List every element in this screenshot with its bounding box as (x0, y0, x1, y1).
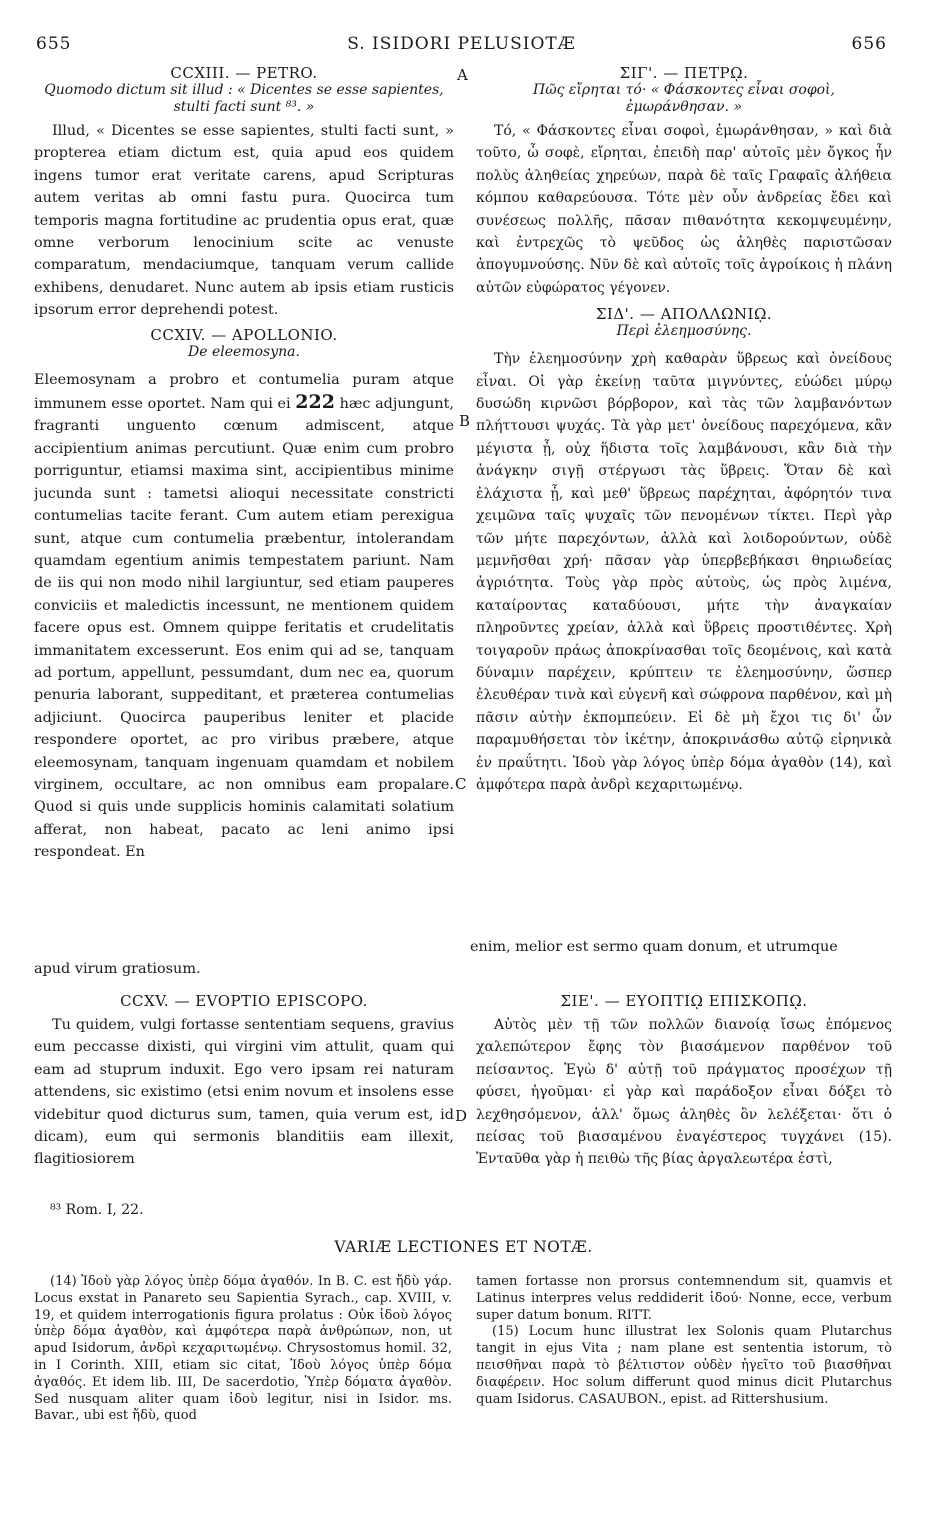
greek-214-subtitle: Περὶ ἐλεημοσύνης. (616, 323, 752, 340)
running-title: S. ISIDORI PELUSIOTÆ (347, 34, 576, 54)
latin-213-subtitle-2: stulti facti sunt ⁸³. » (173, 99, 315, 115)
page-number-left: 655 (36, 34, 72, 54)
greek-213-subtitle-2: ἐμωράνθησαν. » (625, 99, 743, 115)
latin-214-title: CCXIV. — APOLLONIO. (150, 325, 338, 344)
latin-214-text (34, 369, 454, 864)
margin-letter-b: B (459, 412, 471, 430)
greek-214-title: ΣΙΔ'. — ΑΠΟΛΛΩΝΙῼ. (595, 305, 773, 324)
latin-215-title: CCXV. — EVOPTIO EPISCOPO. (120, 992, 368, 1010)
greek-column-upper (476, 64, 892, 934)
latin-213-text: Illud, « Dicentes se esse sapientes, stulti facti sunt, » propterea etiam dictum est, quia apud eos quidem ingens tumor erat veritate carens, apud Scripturas autem veritas ab omni fastu pura. Quocirca tum temporis magna fortitudine ac prudentia opus erat, quæ omne verborum lenocinium scite ac venuste comparatum, mendaciumque, tanquam verum callide exhibens, denudaret. Nunc autem ab ipsis etiam rusticis ipsorum error deprehendi potest. (34, 123, 454, 319)
greek-214-text: Τὴν ἐλεημοσύνην χρὴ καθαρὰν ὕβρεως καὶ ὀνείδους εἶναι. Οἱ γὰρ ἐκείνῃ ταῦτα μιγνύντες, εὐώδει μύρῳ δυσώδη κιρνῶσι βόρβορον, καὶ τὰς τῶν λαμβανόντων πλήττουσι ψυχάς. Τὰ γὰρ μετ' ὀνείδους παρεχόμενα, κἂν μέγιστα ᾖ, οὐχ ἥδιστα τοῖς λαμβάνουσι, κἂν διὰ τὴν ἀνάγκην σιγῇ στέργωσι τὰς ὕβρεις. Ὅταν δὲ καὶ ἐλάχιστα ᾖ, καὶ μεθ' ὕβρεως παρέχηται, ἀφόρητόν τινα χειμῶνα ταῖς ψυχαῖς τῶν πενομένων τίκτει. Περὶ γὰρ τῶν μήτε παρεχόντων, ἀλλὰ καὶ λοιδορούντων, οὐδὲ μεμνῆσθαι χρή· πᾶσαν γὰρ ὑπερβεβήκασι θηριωδείας ἀγριότητα. Τοὺς γὰρ πρὸς αὐτοὺς, ὡς πρὸς λιμένα, καταίροντας καταδύουσι, μήτε τὴν ἀναγκαίαν πληροῦντες χρείαν, ἀλλὰ καὶ ὕβρεις προστιθέντες. Χρὴ τοιγαροῦν πράως ἀποκρίνασθαι τοῖς δεομένοις, καὶ κατὰ δύναμιν παρέχειν, κρύπτειν τε ἐλεημοσύνην, ὥσπερ ἐλευθέραν τινὰ καὶ εὐγενῆ καὶ σώφρονα παρθένον, καὶ μὴ πᾶσιν αὐτὴν ἐκπομπεύειν. Εἰ δὲ μὴ ἔχοι τις δι' ὧν παραμυθήσεται τὸν ἱκέτην, ἀποκρινάσθω αὐτῷ εἰρηνικὰ ἐν πραΰτητι. Ἰδοὺ γὰρ λόγος ὑπὲρ δόμα ἀγαθὸν (14), καὶ ἀμφότερα παρὰ ἀνδρὶ κεχαριτωμένῳ. (476, 351, 892, 793)
notes-column-left (34, 1274, 452, 1522)
greek-215-title: ΣΙΕ'. — ΕΥΟΠΤΙῼ ΕΠΙΣΚΟΠῼ. (560, 992, 808, 1010)
column-number: 222 (295, 391, 335, 414)
note-14: (14) Ἰδοὺ γὰρ λόγος ὑπὲρ δόμα ἀγαθόν. In B. C. est ἤδὺ γάρ. Locus exstat in Panareto seu Sapientia Syrach., cap. XVIII, v. 19, et quidem interrogationis figura prolatus : Οὐκ ἰδοὺ λόγος ὑπὲρ δόμα ἀγαθὸν, καὶ ἀμφότερα παρὰ ἀνθρώπων, non, ut apud Isidorum, ἀνδρὶ κεχαριτωμένῳ. Chrysostomus homil. 32, in I Corinth. XIII, etiam sic citat, Ἰδοὺ λόγος ὑπὲρ δόμα ἀγαθός. Et idem lib. III, De sacerdotio, Ὑπὲρ δόματα ἀγαθὸν. Sed nusquam aliter quam ἰδοὺ legitur, nisi in Isidor. ms. Bavar., ubi est ἤδὺ, quod (34, 1274, 452, 1424)
note-14-cont: tamen fortasse non prorsus contemnendum sit, quamvis et Latinus interpres velus reddiderit ἰδού· Nonne, ecce, verbum super datum bonum. RITT. (476, 1274, 892, 1323)
latin-column-upper (34, 64, 454, 934)
greek-column-lower (476, 992, 892, 1192)
page-number-right: 656 (851, 34, 887, 54)
greek-213-text: Τό, « Φάσκοντες εἶναι σοφοὶ, ἐμωράνθησαν, » καὶ διὰ τοῦτο, ὦ σοφὲ, εἴρηται, ἐπειδὴ παρ' αὐτοῖς μὲν ὄγκος ἦν πολὺς ἀληθείας χηρεύων, παρὰ δὲ ταῖς Γραφαῖς ἀλήθεια κόμπου καθαρεύουσα. Τότε μὲν οὖν ἀνδρείας ἔδει καὶ συνέσεως πολλῆς, πᾶσαν πιθανότητα κεκομψευμένην, καὶ ἐντρεχῶς τὸ ψεῦδος ὡς ἀληθὲς παριστῶσαν ἀπογυμνούσης. Νῦν δὲ καὶ αὐτοῖς τοῖς ἀγροίκοις ἡ πλάνη αὐτῶν εὐφώρατος γέγονεν. (476, 123, 892, 296)
latin-213-subtitle-1: Quomodo dictum sit illud : « Dicentes se esse sapientes, (44, 82, 444, 98)
note-15: (15) Locum hunc illustrat lex Solonis quam Plutarchus tangit in ejus Vita ; nam plane est sententia istorum, τὸ πεισθῆναι παρὰ τὸ βέλτιστον οὐδὲν ἡγεῖτο τοῦ βιασθῆναι διαφέρειν. Hoc solum differunt quod minus dicit Plutarchus quam Isidorus. CASAUBON., epist. ad Rittershusium. (476, 1324, 892, 1407)
greek-213-subtitle-1: Πῶς εἴρηται τό· « Φάσκοντες εἶναι σοφοὶ, (533, 82, 835, 98)
latin-214-text-b: hæc adjungunt, fragranti unguento cœnum admiscent, atque accipientium animas percutiunt. Quæ enim cum probro porriguntur, etiamsi maxima sint, accipientibus minime jucunda sunt : tametsi alioqui necessitate constricti contumelias tacite ferant. Cum autem etiam perexigua sunt, atque cum contumelia præbentur, intolerandam quamdam egentium animis tempestatem pariunt. Nam de iis qui non modo nihil largiuntur, sed etiam pauperes conviciis et maledictis incessunt, ne mentionem quidem facere opus est. Omnem quippe feritatis et crudelitatis immanitatem excesserunt. Eos enim qui ad se, tanquam ad portum, appellunt, pessumdant, dum nec ea, quorum penuria laborant, suppeditant, et præterea contumelias adjiciunt. Quocirca pauperibus leniter et placide respondere oportet, ac pro viribus præbere, atque eleemosynam, tanquam ingenuam quamdam et nobilem virginem, occultare, ac non omnibus eam propalare. Quod si quis unde supplicis hominis calamitati solatium afferat, non habeat, pacato ac leni animo ipsi respondeat. En (34, 396, 454, 861)
greek-213-title: ΣΙΓ'. — ΠΕΤΡῼ. (619, 64, 749, 82)
latin-213-title: CCXIII. — PETRO. (170, 64, 318, 82)
spanning-line: enim, melior est sermo quam donum, et utrumque (470, 939, 838, 955)
latin-after-span: apud virum gratiosum. (34, 961, 201, 977)
greek-215-text: Αὐτὸς μὲν τῇ τῶν πολλῶν διανοίᾳ ἴσως ἑπόμενος χαλεπώτερον ἔφης τὸν βιασάμενον παρθένον τοῦ πείσαντος. Ἐγὼ δ' αὐτῇ τοῦ πράγματος προσέχων τῇ φύσει, ἡγοῦμαι· εἰ γὰρ καὶ παράδοξον εἶναι δόξει τὸ λεχθησόμενον, ἀλλ' ὅμως ἀληθὲς ὂν λελέξεται· ὅτι ὁ πείσας τοῦ βιασαμένου ἐναγέστερος τυγχάνει (15). Ἐνταῦθα γὰρ ἡ πειθὼ τῆς βίας ἀργαλεωτέρα ἐστὶ, (476, 1017, 892, 1168)
margin-letter-a: A (457, 66, 468, 84)
variae-title: VARIÆ LECTIONES ET NOTÆ. (334, 1238, 593, 1256)
latin-214-text-a: Eleemosynam a probro et contumelia puram atque immunem esse oportet. Nam qui ei (34, 371, 454, 413)
running-header (36, 34, 887, 58)
notes-column-right (476, 1274, 892, 1522)
margin-letter-d: D (455, 1107, 468, 1125)
footnote: ⁸³ Rom. I, 22. (50, 1202, 144, 1218)
latin-214-subtitle: De eleemosyna. (188, 343, 300, 360)
latin-215-text: Tu quidem, vulgi fortasse sententiam sequens, gravius eum peccasse dixisti, qui virgini vim attulit, quam qui eam ad stuprum induxit. Ego vero ipsam rei naturam attendens, sic existimo (etsi enim novum et insolens esse videbitur quod dicturus sum, tamen, quia verum est, id dicam), eum qui sermonis blanditiis eam illexit, flagitiosiorem (34, 1017, 454, 1168)
margin-letter-c: C (455, 775, 467, 793)
latin-column-lower (34, 992, 454, 1192)
